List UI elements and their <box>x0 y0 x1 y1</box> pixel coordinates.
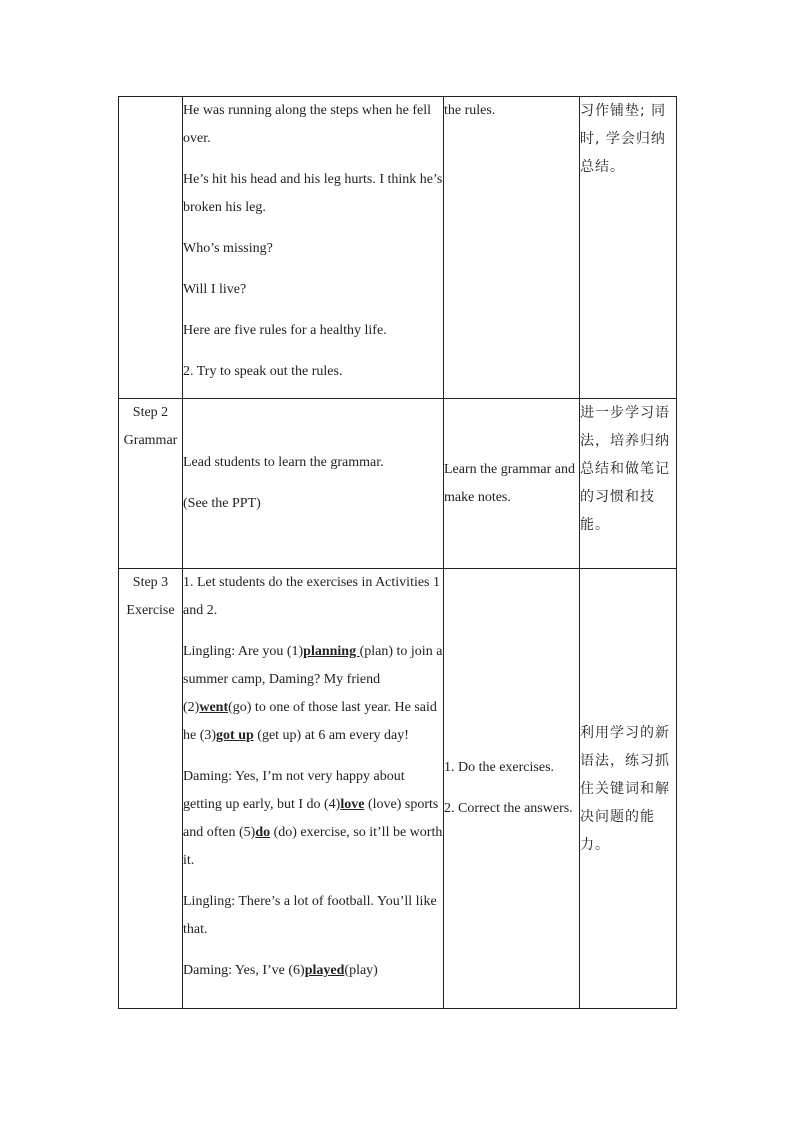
content-line: Here are five rules for a healthy life. <box>183 323 387 338</box>
dialogue-text: Daming: Yes, I’ve (6) <box>183 963 305 978</box>
dialogue-text: Lingling: Are you (1) <box>183 644 304 659</box>
step-number: Step 3 <box>132 575 169 590</box>
dialogue-text: (do) exercise, so it’ll be worth it. <box>183 825 443 868</box>
student-line: 2. Correct the answers. <box>444 801 573 816</box>
dialogue-text: Daming: Yes, I’m not very happy about getting up early, but I do (4) <box>183 769 405 812</box>
table-row <box>119 97 677 399</box>
dialogue-line <box>183 957 443 985</box>
table-row <box>119 399 677 569</box>
answer-6: played <box>304 963 345 978</box>
teacher-activity-cell <box>183 97 444 399</box>
dialogue-line: Lingling: There’s a lot of football. You’ll like that. <box>183 894 437 937</box>
dialogue-line <box>183 638 443 750</box>
step-cell <box>119 97 183 399</box>
dialogue-text: (get up) at 6 am every day! <box>253 728 409 743</box>
content-line: Will I live? <box>183 282 247 297</box>
purpose-text: 利用学习的新语法，练习抓住关键词和解决问题的能力。 <box>580 724 670 853</box>
dialogue-text: (play) <box>344 963 378 978</box>
answer-2: went <box>199 700 229 715</box>
student-line: Learn the grammar and make notes. <box>444 461 575 505</box>
content-line: Who’s missing? <box>183 241 273 256</box>
purpose-cell <box>580 399 677 569</box>
step-title: Exercise <box>126 603 175 618</box>
answer-4: love <box>340 797 365 812</box>
step-title: Grammar <box>123 433 178 448</box>
dialogue-text: (plan) to join a summer camp, Daming? My friend (2) <box>183 644 443 715</box>
content-line: (See the PPT) <box>183 496 261 511</box>
student-line: the rules. <box>444 103 496 118</box>
step-number: Step 2 <box>132 405 169 420</box>
purpose-cell <box>580 569 677 1009</box>
student-activity-cell <box>444 97 580 399</box>
table-row <box>119 569 677 1009</box>
content-line: 1. Let students do the exercises in Activities 1 and 2. <box>183 575 441 618</box>
teacher-activity-cell <box>183 569 444 1009</box>
purpose-text: 进一步学习语法，培养归纳总结和做笔记的习惯和技能。 <box>580 405 670 533</box>
purpose-text: 习作铺垫; 同时, 学会归纳总结。 <box>580 103 667 175</box>
teacher-activity-cell <box>183 399 444 569</box>
content-line: He’s hit his head and his leg hurts. I think he’s broken his leg. <box>183 172 443 215</box>
content-line: Lead students to learn the grammar. <box>183 455 384 470</box>
content-line: 2. Try to speak out the rules. <box>183 364 343 379</box>
lesson-plan-table <box>118 96 677 1009</box>
answer-3: got up <box>216 728 254 743</box>
answer-5: do <box>255 825 271 840</box>
dialogue-text: (go) to one of those last year. He said he (3) <box>183 700 437 743</box>
answer-1: planning <box>303 644 360 659</box>
student-activity-cell <box>444 399 580 569</box>
step-cell <box>119 399 183 569</box>
student-activity-cell <box>444 569 580 1009</box>
dialogue-line <box>183 763 443 875</box>
content-line: He was running along the steps when he fell over. <box>183 103 432 146</box>
purpose-cell <box>580 97 677 399</box>
dialogue-text: (love) sports and often (5) <box>183 797 439 840</box>
step-cell <box>119 569 183 1009</box>
student-line: 1. Do the exercises. <box>444 760 555 775</box>
